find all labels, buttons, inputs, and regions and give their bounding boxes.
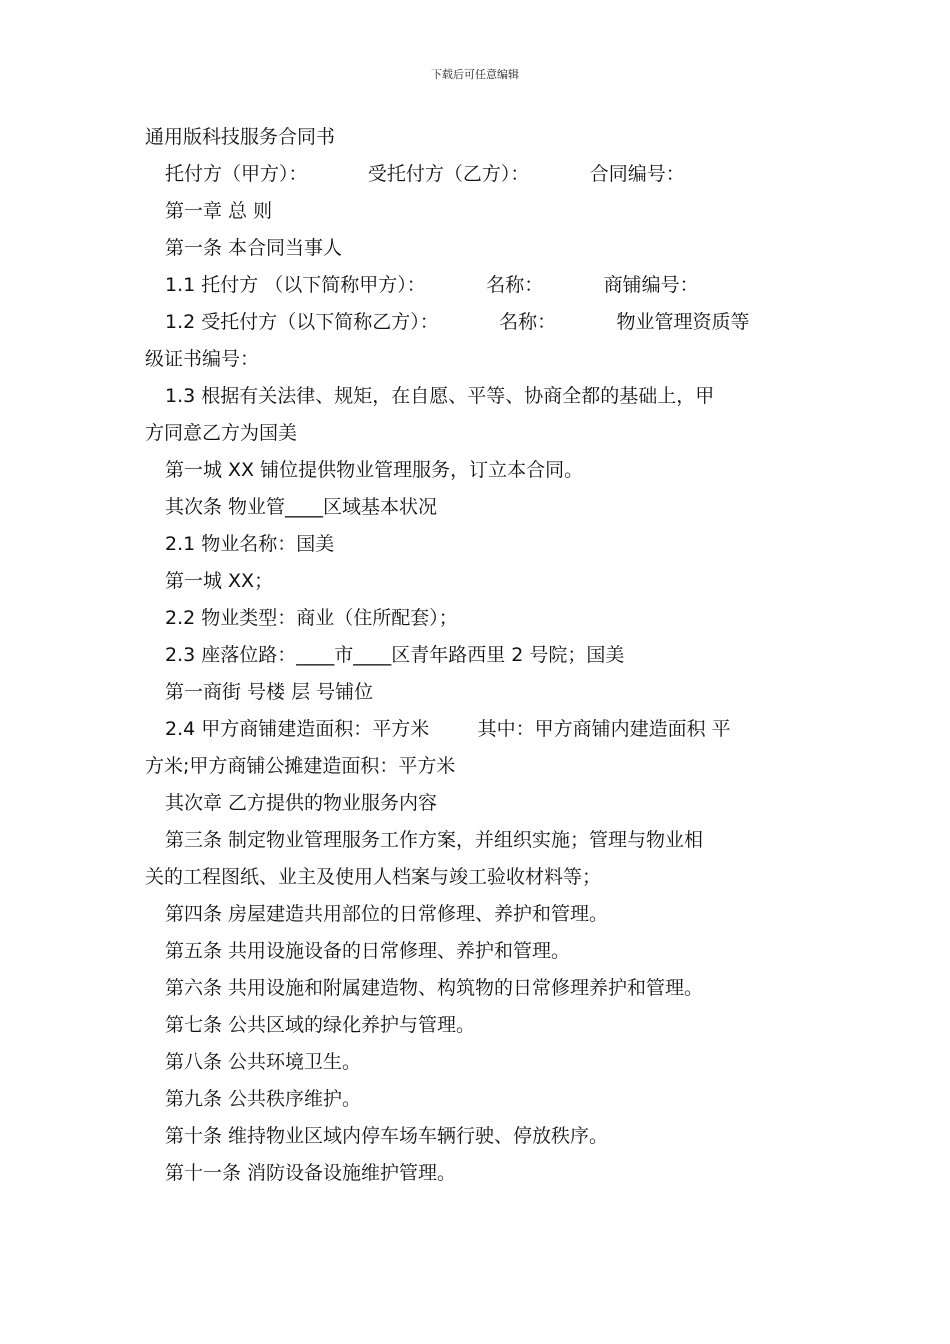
paragraph-line: 第一城 XX 铺位提供物业管理服务，订立本合同。 [165,459,584,481]
article-line: 第四条 房屋建造共用部位的日常修理、养护和管理。 [165,903,609,925]
article-heading: 其次条 物业管____区域基本状况 [165,496,438,518]
paragraph-line: 级证书编号： [145,348,260,370]
paragraph-line: 第一城 XX； [165,570,274,592]
chapter-heading: 第一章 总 则 [165,200,273,222]
paragraph-line: 第一商街 号楼 层 号铺位 [165,681,374,703]
article-line: 第九条 公共秩序维护。 [165,1088,362,1110]
header-note: 下载后可任意编辑 [431,68,519,81]
document-body [145,119,810,1192]
chapter-heading: 其次章 乙方提供的物业服务内容 [165,792,438,814]
paragraph-line: 方同意乙方为国美 [145,422,298,444]
article-line: 第八条 公共环境卫生。 [165,1051,362,1073]
article-line: 第七条 公共区域的绿化养护与管理。 [165,1014,476,1036]
article-line: 第十一条 消防设备设施维护管理。 [165,1162,457,1184]
paragraph-line: 2.1 物业名称：国美 [165,533,335,555]
article-line: 第十条 维持物业区域内停车场车辆行驶、停放秩序。 [165,1125,609,1147]
article-heading: 第一条 本合同当事人 [165,237,343,259]
paragraph-line: 托付方（甲方）： 受托付方（乙方）： 合同编号： [165,163,685,185]
paragraph-line: 方米;甲方商铺公摊建造面积：平方米 [145,755,456,777]
paragraph-line: 1.1 托付方 （以下简称甲方）： 名称： 商铺编号： [165,274,699,296]
paragraph-line: 2.2 物业类型：商业（住所配套）； [165,607,458,629]
document-title: 通用版科技服务合同书 [145,126,336,148]
paragraph-line: 2.3 座落位路：____市____区青年路西里 2 号院；国美 [165,644,625,666]
paragraph-line: 1.3 根据有关法律、规矩，在自愿、平等、协商全都的基础上，甲 [165,385,715,407]
paragraph-line: 2.4 甲方商铺建造面积：平方米 其中：甲方商铺内建造面积 平 [165,718,731,740]
paragraph-line: 关的工程图纸、业主及使用人档案与竣工验收材料等； [145,866,602,888]
paragraph-line: 1.2 受托付方（以下简称乙方）： 名称： 物业管理资质等 [165,311,750,333]
article-line: 第六条 共用设施和附属建造物、构筑物的日常修理养护和管理。 [165,977,704,999]
article-line: 第三条 制定物业管理服务工作方案，并组织实施；管理与物业相 [165,829,704,851]
article-line: 第五条 共用设施设备的日常修理、养护和管理。 [165,940,571,962]
